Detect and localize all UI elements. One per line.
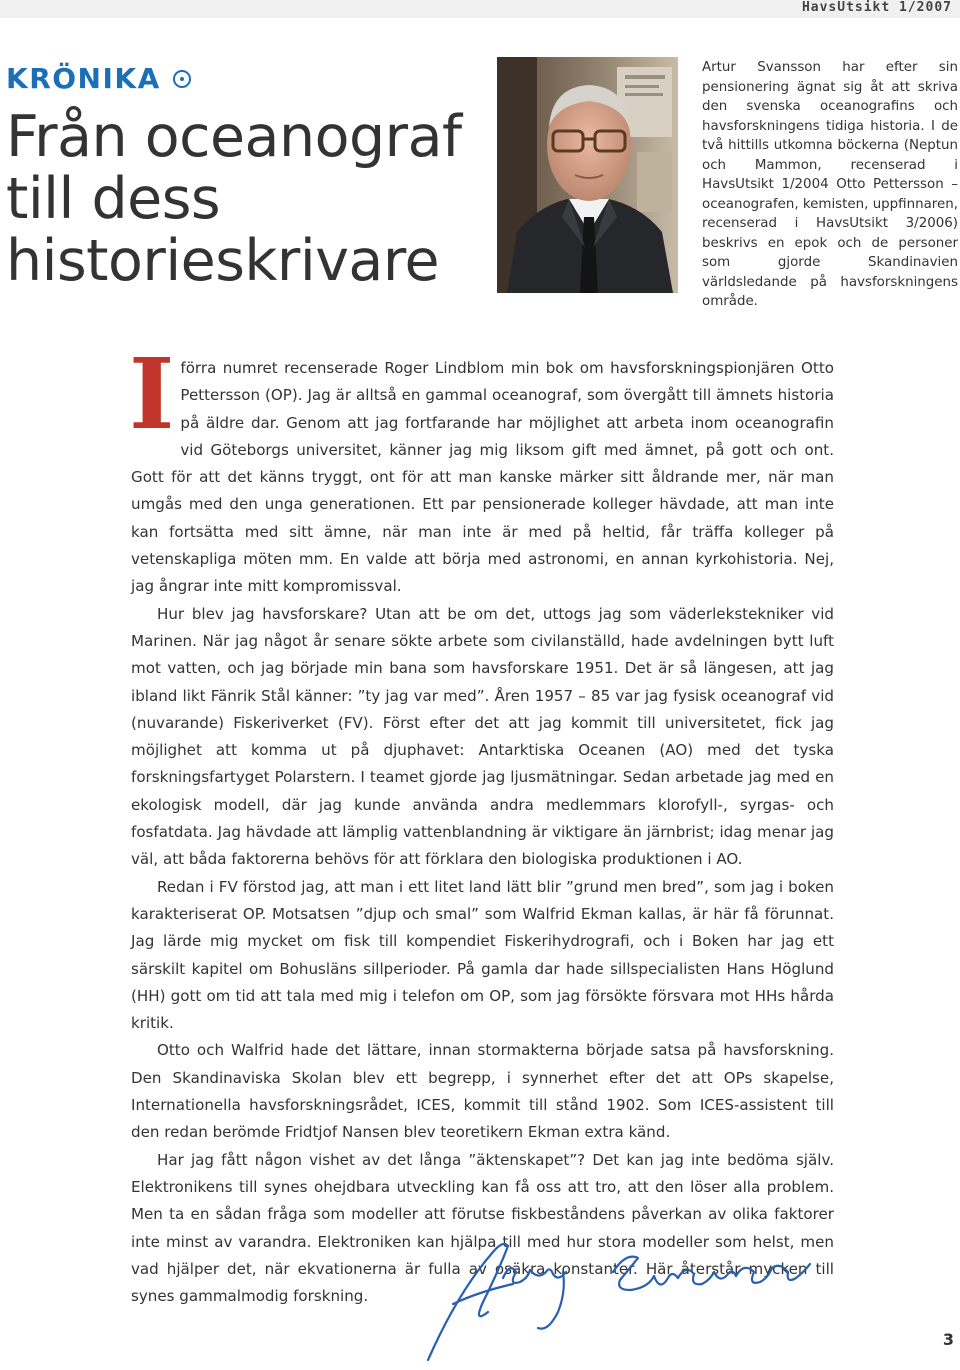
handwritten-signature: [398, 1232, 818, 1362]
paragraph: Redan i FV förstod jag, att man i ett litet land lätt blir ”grund men bred”, som jag i boken karakteriserat OP. Motsatsen ”djup och smal” som Walfrid Ekman kallas, är här få förunnat. Jag lärde mig mycket om fisk till kompendiet Fiskerihydrografi, och i Boken har jag ett särskilt kapitel om Bohusläns sillperioder. På gamla dar hade sillspecialisten Hans Höglund (HH) gott om tid att tala med mig i telefon om OP, som jag försökte försvara mot HHs hårda kritik.: [131, 877, 834, 1033]
paragraph: Har jag fått någon vishet av det långa ”äktenskapet”? Det kan jag inte bedöma själv. Elektronikens till synes ohejdbara utveckling kan få oss att tro, att den löser alla problem. Men ta en sådan fråga som modeller att förutse fiskbeståndens påverkan av olika faktorer inte minst av varandra. Elektroniken kan hjälpa till med hur stora modeller som helst, men vad hjälper det, när ekvationerna är fulla av osäkra konstanter. Här återstår mycken till synes gammalmodig forskning.: [131, 1150, 834, 1306]
paragraph: Hur blev jag havsforskare? Utan att be om det, uttogs jag som väderlekstekniker vid Marinen. När jag något år senare sökte arbete som civilanställd, hade avdelningen bytt luft mot vatten, och jag började min bana som havsforskare 1951. Det är så längesen, att jag ibland likt Fänrik Stål känner: ”ty jag var med”. Åren 1957 – 85 var jag fysisk oceanograf vid (nuvarande) Fiskeriverket (FV). Först efter det att jag kommit till universitetet, fick jag möjlighet att komma ut på djuphavet: Antarktiska Oceanen (AO) med det tyska forskningsfartyget Polarstern. I teamet gjorde jag ljusmätningar. Sedan arbetade jag med en ekologisk modell, där jag kunde använda andra medlemmars klorofyll-, syrgas- och fosfatdata. Jag hävdade att lämplig vattenblandning är viktigare än järnbrist; idag menar jag väl, att båda faktorerna behövs för att förklara den biologiska produktionen i AO.: [131, 604, 834, 869]
signature-drawing: [398, 1232, 818, 1362]
section-label-text: KRÖNIKA: [6, 62, 161, 95]
page-title: [6, 106, 476, 292]
title-line: till dess: [6, 166, 221, 232]
drop-cap: I: [129, 337, 175, 451]
portrait-photo: [497, 57, 678, 293]
intro-text: Artur Svansson har efter sin pensionering ägnat sig åt att skriva den svenska oceanografins och havsforskningens tidiga historia. I de två hittills utkomna böckerna (Neptun och Mammon, recenserad i HavsUtsikt 1/2004 Otto Pettersson – oceanografen, kemisten, uppfinnaren, recenserad i HavsUtsikt 3/2006) beskrivs en epok och de personer som gjorde Skandinavien världsledande på havsforskningens område.: [702, 60, 958, 309]
title-line: historieskrivare: [6, 228, 440, 294]
portrait-photo-drawing: [497, 57, 678, 293]
issue-label: HavsUtsikt 1/2007: [801, 0, 952, 15]
section-label: [6, 62, 191, 95]
paragraph: förra numret recenserade Roger Lindblom min bok om havsforskningspionjären Otto Pettersson (OP). Jag är alltså en gammal oceanograf, som övergått till ämnets historia på äldre dar. Genom att jag fortfarande har möjlighet att arbeta inom oceanografin vid Göteborgs universitet, känner jag mig liksom gift med ämnet, på gott och ont. Gott för att det känns tryggt, ont för att man kanske märker sitt åldrande mer, när man umgås med den unga generationen. Ett par pensionerade kolleger hävdade, att man inte kan fortsätta med sitt ämne, när man inte är med på heltid, får träffa kolleger på vetenskapliga möten mm. En valde att börja med astronomi, en annan kyrkohistoria. Nej, jag ångrar inte mitt kompromissval.: [131, 359, 834, 596]
paragraph: Otto och Walfrid hade det lättare, innan stormakterna började satsa på havsforskning. Den Skandinaviska Skolan blev ett begrepp, i synnerhet efter det att OPs skapelse, Internationella havsforskningsrådet, ICES, kommit till stånd 1902. Som ICES-assistent till den redan berömde Fridtjof Nansen blev teoretikern Ekman extra känd.: [131, 1041, 834, 1142]
circle-dot-icon: [173, 70, 191, 88]
page-number: 3: [942, 1330, 954, 1349]
article-body: [129, 337, 834, 1310]
title-line: Från oceanograf: [6, 104, 462, 170]
